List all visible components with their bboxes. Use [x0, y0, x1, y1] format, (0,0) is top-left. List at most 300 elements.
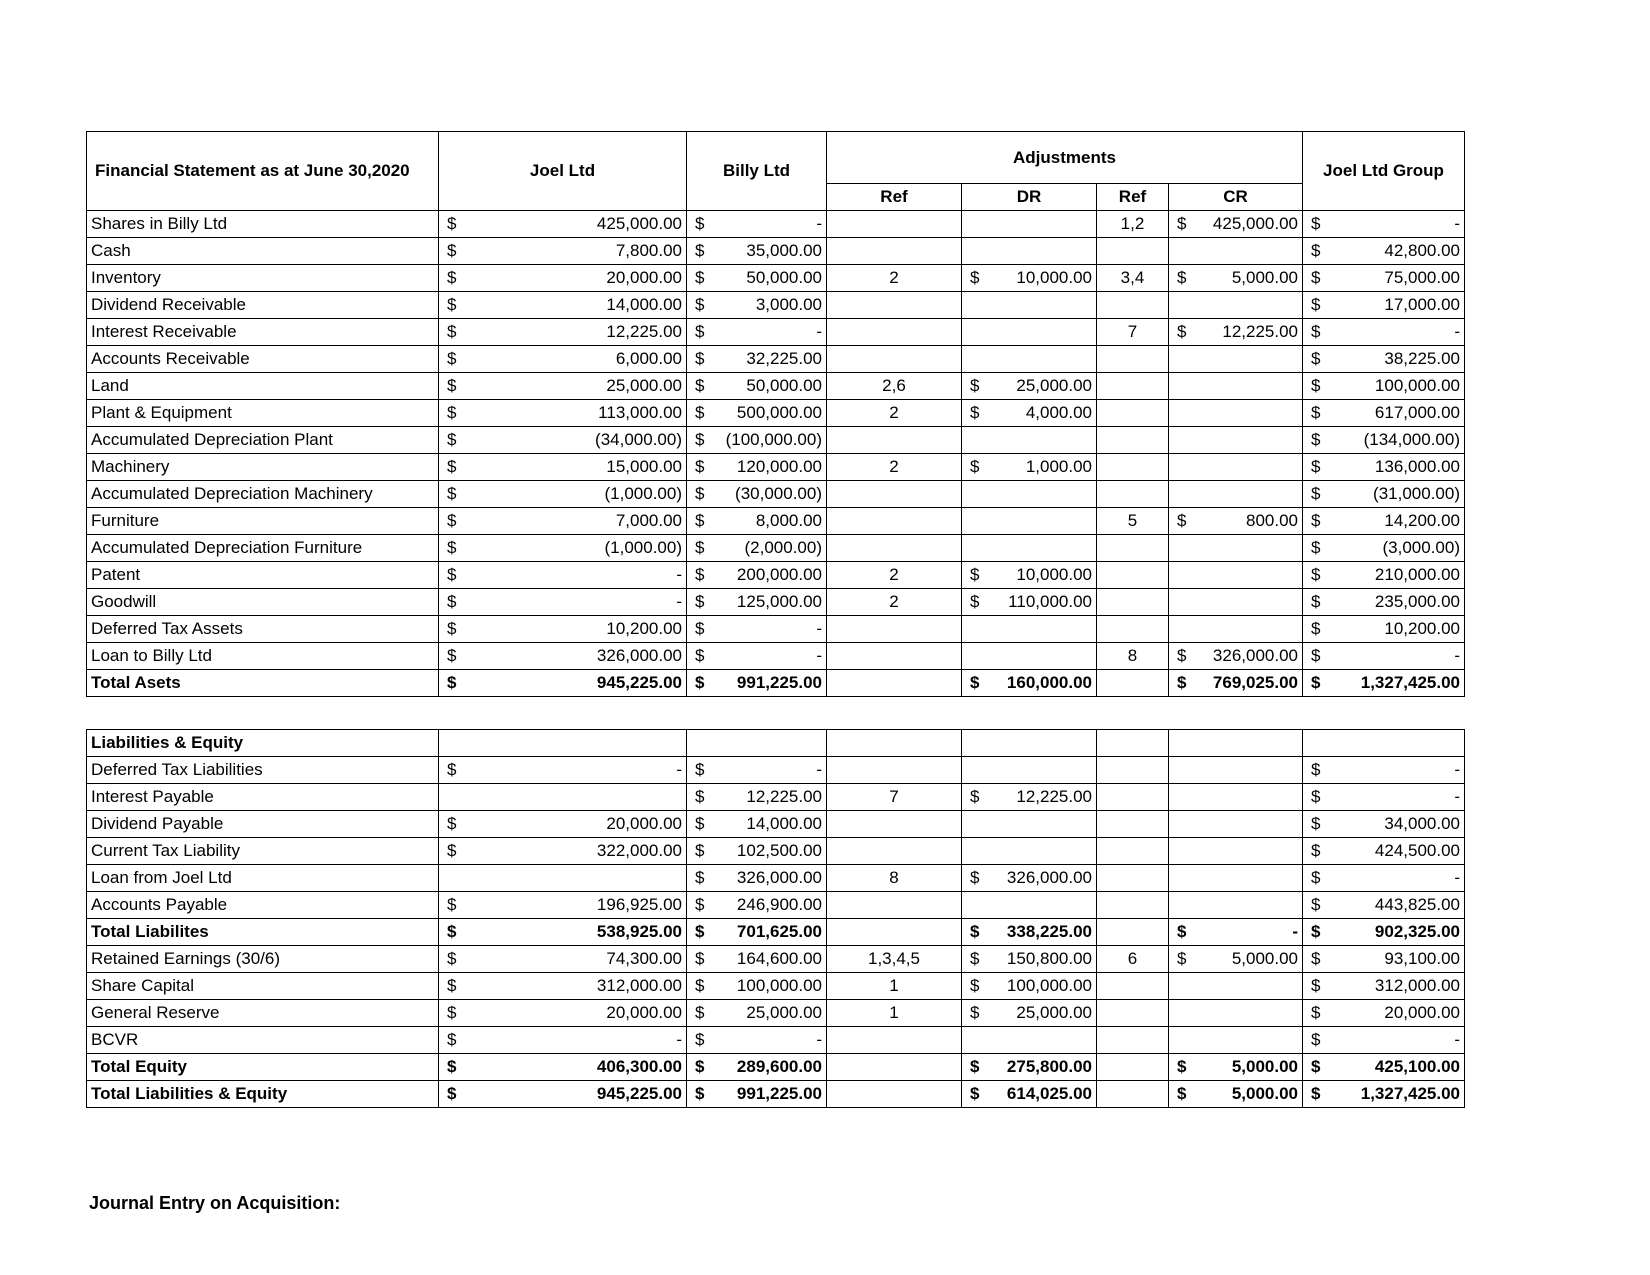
table-row [87, 1054, 1465, 1081]
group-amount [1303, 946, 1465, 973]
amount-value: 3,000.00 [755, 295, 822, 314]
billy-amount [687, 535, 827, 562]
amount-value: 93,100.00 [1384, 949, 1460, 968]
group-amount [1303, 1054, 1465, 1081]
cr-amount [1169, 1000, 1303, 1027]
amount-value: (34,000.00) [595, 430, 682, 449]
dr-amount [962, 589, 1097, 616]
billy-amount [687, 562, 827, 589]
table-row [87, 757, 1465, 784]
billy-amount [687, 1000, 827, 1027]
amount-value: - [816, 214, 822, 233]
col-header-ref-cr: Ref [1097, 184, 1169, 211]
joel-amount [439, 265, 687, 292]
amount-value: - [816, 1030, 822, 1049]
group-amount [1303, 757, 1465, 784]
dr-ref: 2 [827, 400, 962, 427]
group-amount [1303, 892, 1465, 919]
currency-symbol: $ [695, 511, 705, 530]
row-label: Cash [87, 238, 439, 265]
dr-amount [962, 973, 1097, 1000]
cr-amount [1169, 427, 1303, 454]
billy-amount [687, 319, 827, 346]
billy-amount [687, 892, 827, 919]
billy-amount [687, 865, 827, 892]
billy-amount [687, 1027, 827, 1054]
amount-value: 14,000.00 [746, 814, 822, 833]
cr-amount [1169, 784, 1303, 811]
currency-symbol: $ [447, 1003, 457, 1022]
amount-value: 50,000.00 [746, 268, 822, 287]
joel-amount [439, 292, 687, 319]
table-row [87, 589, 1465, 616]
amount-value: 991,225.00 [736, 673, 822, 692]
cr-ref [1097, 670, 1169, 697]
currency-symbol: $ [1311, 1057, 1321, 1076]
currency-symbol: $ [1311, 457, 1321, 476]
joel-amount [439, 1027, 687, 1054]
amount-value: 614,025.00 [1006, 1084, 1092, 1103]
cr-amount [1169, 562, 1303, 589]
cr-ref [1097, 427, 1169, 454]
dr-amount [962, 946, 1097, 973]
cr-amount [1169, 946, 1303, 973]
currency-symbol: $ [695, 1057, 705, 1076]
joel-amount [439, 346, 687, 373]
cr-amount [1169, 400, 1303, 427]
group-amount [1303, 589, 1465, 616]
currency-symbol: $ [970, 976, 980, 995]
dr-ref [827, 670, 962, 697]
amount-value: (2,000.00) [744, 538, 822, 557]
joel-amount [439, 1000, 687, 1027]
table-row [87, 373, 1465, 400]
group-amount [1303, 811, 1465, 838]
dr-ref [827, 319, 962, 346]
table-row [87, 1000, 1465, 1027]
currency-symbol: $ [447, 673, 457, 692]
row-label: Shares in Billy Ltd [87, 211, 439, 238]
currency-symbol: $ [1311, 673, 1321, 692]
cr-amount [1169, 757, 1303, 784]
group-amount [1303, 784, 1465, 811]
billy-amount [687, 211, 827, 238]
billy-amount [687, 589, 827, 616]
currency-symbol: $ [695, 619, 705, 638]
currency-symbol: $ [970, 949, 980, 968]
table-row [87, 319, 1465, 346]
cr-ref [1097, 1027, 1169, 1054]
dr-amount [962, 1081, 1097, 1108]
amount-value: 617,000.00 [1374, 403, 1460, 422]
currency-symbol: $ [970, 1084, 980, 1103]
currency-symbol: $ [1311, 646, 1321, 665]
cr-amount [1169, 919, 1303, 946]
cr-ref [1097, 616, 1169, 643]
currency-symbol: $ [970, 1003, 980, 1022]
row-label: Total Equity [87, 1054, 439, 1081]
currency-symbol: $ [1177, 268, 1187, 287]
currency-symbol: $ [695, 895, 705, 914]
currency-symbol: $ [695, 430, 705, 449]
dr-ref: 2,6 [827, 373, 962, 400]
col-header-group: Joel Ltd Group [1303, 132, 1465, 211]
currency-symbol: $ [695, 673, 705, 692]
row-label: Machinery [87, 454, 439, 481]
cr-amount [1169, 211, 1303, 238]
amount-value: 10,000.00 [1016, 268, 1092, 287]
amount-value: 32,225.00 [746, 349, 822, 368]
dr-amount [962, 319, 1097, 346]
group-amount [1303, 973, 1465, 1000]
amount-value: - [1292, 922, 1298, 941]
dr-ref [827, 481, 962, 508]
currency-symbol: $ [1311, 430, 1321, 449]
group-amount [1303, 238, 1465, 265]
amount-value: - [676, 565, 682, 584]
currency-symbol: $ [447, 922, 457, 941]
cr-ref [1097, 838, 1169, 865]
row-label: Total Asets [87, 670, 439, 697]
billy-amount [687, 292, 827, 319]
amount-value: 20,000.00 [606, 1003, 682, 1022]
amount-value: - [1454, 868, 1460, 887]
cr-amount [1169, 508, 1303, 535]
amount-value: 74,300.00 [606, 949, 682, 968]
amount-value: 945,225.00 [596, 673, 682, 692]
amount-value: 10,000.00 [1016, 565, 1092, 584]
row-label: Retained Earnings (30/6) [87, 946, 439, 973]
currency-symbol: $ [447, 976, 457, 995]
amount-value: 164,600.00 [736, 949, 822, 968]
currency-symbol: $ [695, 976, 705, 995]
cr-amount [1169, 811, 1303, 838]
cr-amount [1169, 292, 1303, 319]
joel-amount [439, 454, 687, 481]
amount-value: 25,000.00 [1016, 376, 1092, 395]
currency-symbol: $ [695, 214, 705, 233]
amount-value: - [676, 1030, 682, 1049]
amount-value: (30,000.00) [735, 484, 822, 503]
currency-symbol: $ [970, 565, 980, 584]
amount-value: 125,000.00 [736, 592, 822, 611]
amount-value: - [676, 760, 682, 779]
row-label: Accumulated Depreciation Furniture [87, 535, 439, 562]
billy-amount [687, 400, 827, 427]
dr-amount [962, 670, 1097, 697]
currency-symbol: $ [695, 814, 705, 833]
currency-symbol: $ [695, 376, 705, 395]
amount-value: 210,000.00 [1374, 565, 1460, 584]
currency-symbol: $ [970, 922, 980, 941]
billy-amount [687, 643, 827, 670]
dr-ref: 1,3,4,5 [827, 946, 962, 973]
group-amount [1303, 508, 1465, 535]
currency-symbol: $ [447, 322, 457, 341]
currency-symbol: $ [447, 511, 457, 530]
currency-symbol: $ [1311, 949, 1321, 968]
joel-amount [439, 946, 687, 973]
cr-ref [1097, 373, 1169, 400]
amount-value: (3,000.00) [1382, 538, 1460, 557]
amount-value: 338,225.00 [1006, 922, 1092, 941]
currency-symbol: $ [695, 403, 705, 422]
row-label: Dividend Receivable [87, 292, 439, 319]
table-row [87, 616, 1465, 643]
cr-ref [1097, 919, 1169, 946]
amount-value: - [1454, 760, 1460, 779]
amount-value: - [1454, 322, 1460, 341]
row-label: Current Tax Liability [87, 838, 439, 865]
group-amount [1303, 919, 1465, 946]
cr-ref [1097, 589, 1169, 616]
row-label: Interest Receivable [87, 319, 439, 346]
amount-value: 15,000.00 [606, 457, 682, 476]
joel-amount [439, 757, 687, 784]
dr-ref [827, 616, 962, 643]
amount-value: 991,225.00 [736, 1084, 822, 1103]
row-label: BCVR [87, 1027, 439, 1054]
table-row [87, 670, 1465, 697]
assets-table [86, 131, 1465, 697]
currency-symbol: $ [970, 457, 980, 476]
currency-symbol: $ [447, 1030, 457, 1049]
joel-amount [439, 811, 687, 838]
currency-symbol: $ [1311, 403, 1321, 422]
dr-ref [827, 919, 962, 946]
dr-amount [962, 643, 1097, 670]
billy-amount [687, 346, 827, 373]
currency-symbol: $ [447, 841, 457, 860]
cr-ref: 5 [1097, 508, 1169, 535]
row-label: Accumulated Depreciation Machinery [87, 481, 439, 508]
joel-amount [439, 400, 687, 427]
dr-amount [962, 508, 1097, 535]
cr-ref [1097, 973, 1169, 1000]
joel-amount [439, 865, 687, 892]
amount-value: 25,000.00 [1016, 1003, 1092, 1022]
cr-amount [1169, 265, 1303, 292]
amount-value: 25,000.00 [746, 1003, 822, 1022]
joel-amount [439, 373, 687, 400]
currency-symbol: $ [447, 646, 457, 665]
cr-ref [1097, 1000, 1169, 1027]
amount-value: (1,000.00) [604, 484, 682, 503]
amount-value: 12,225.00 [1016, 787, 1092, 806]
currency-symbol: $ [447, 814, 457, 833]
amount-value: 312,000.00 [1374, 976, 1460, 995]
table-row [87, 400, 1465, 427]
cr-ref: 6 [1097, 946, 1169, 973]
currency-symbol: $ [695, 268, 705, 287]
cr-amount [1169, 892, 1303, 919]
currency-symbol: $ [695, 646, 705, 665]
currency-symbol: $ [1311, 538, 1321, 557]
currency-symbol: $ [1311, 592, 1321, 611]
dr-ref [827, 1027, 962, 1054]
currency-symbol: $ [447, 457, 457, 476]
group-amount [1303, 838, 1465, 865]
joel-amount [439, 589, 687, 616]
liabilities-table [86, 729, 1465, 1108]
currency-symbol: $ [970, 268, 980, 287]
dr-amount [962, 238, 1097, 265]
table-row [87, 562, 1465, 589]
row-label: Accumulated Depreciation Plant [87, 427, 439, 454]
cr-ref [1097, 346, 1169, 373]
cr-amount [1169, 670, 1303, 697]
billy-amount [687, 784, 827, 811]
cr-ref: 7 [1097, 319, 1169, 346]
amount-value: 6,000.00 [615, 349, 682, 368]
dr-ref: 2 [827, 589, 962, 616]
dr-ref [827, 1081, 962, 1108]
currency-symbol: $ [1311, 814, 1321, 833]
joel-amount [439, 427, 687, 454]
currency-symbol: $ [695, 868, 705, 887]
amount-value: 1,000.00 [1025, 457, 1092, 476]
dr-amount [962, 865, 1097, 892]
amount-value: 235,000.00 [1374, 592, 1460, 611]
cr-ref [1097, 454, 1169, 481]
group-amount [1303, 670, 1465, 697]
table-row [87, 346, 1465, 373]
currency-symbol: $ [1311, 895, 1321, 914]
amount-value: 150,800.00 [1006, 949, 1092, 968]
amount-value: 136,000.00 [1374, 457, 1460, 476]
cr-amount [1169, 589, 1303, 616]
currency-symbol: $ [695, 1084, 705, 1103]
joel-amount [439, 562, 687, 589]
billy-amount [687, 265, 827, 292]
table-row [87, 973, 1465, 1000]
group-amount [1303, 454, 1465, 481]
billy-amount [687, 973, 827, 1000]
amount-value: 1,327,425.00 [1360, 1084, 1460, 1103]
currency-symbol: $ [447, 403, 457, 422]
amount-value: 326,000.00 [596, 646, 682, 665]
currency-symbol: $ [695, 565, 705, 584]
col-header-cr: CR [1169, 184, 1303, 211]
amount-value: 326,000.00 [1212, 646, 1298, 665]
currency-symbol: $ [1177, 922, 1187, 941]
billy-amount [687, 481, 827, 508]
currency-symbol: $ [447, 430, 457, 449]
joel-amount [439, 838, 687, 865]
amount-value: (31,000.00) [1373, 484, 1460, 503]
currency-symbol: $ [695, 922, 705, 941]
amount-value: 196,925.00 [596, 895, 682, 914]
joel-amount [439, 1054, 687, 1081]
amount-value: 14,000.00 [606, 295, 682, 314]
dr-ref: 1 [827, 1000, 962, 1027]
currency-symbol: $ [1311, 484, 1321, 503]
currency-symbol: $ [1177, 646, 1187, 665]
cr-amount [1169, 838, 1303, 865]
col-header-billy: Billy Ltd [687, 132, 827, 211]
cr-ref: 1,2 [1097, 211, 1169, 238]
amount-value: 289,600.00 [736, 1057, 822, 1076]
amount-value: 42,800.00 [1384, 241, 1460, 260]
dr-amount [962, 1000, 1097, 1027]
dr-amount [962, 427, 1097, 454]
amount-value: 406,300.00 [596, 1057, 682, 1076]
amount-value: - [676, 592, 682, 611]
joel-amount [439, 616, 687, 643]
currency-symbol: $ [1177, 1057, 1187, 1076]
amount-value: - [816, 760, 822, 779]
currency-symbol: $ [447, 268, 457, 287]
currency-symbol: $ [695, 760, 705, 779]
table-row [87, 838, 1465, 865]
cr-ref [1097, 865, 1169, 892]
group-amount [1303, 562, 1465, 589]
table-row [87, 892, 1465, 919]
cr-ref [1097, 1054, 1169, 1081]
table-row [87, 535, 1465, 562]
billy-amount [687, 1054, 827, 1081]
amount-value: 50,000.00 [746, 376, 822, 395]
amount-value: 701,625.00 [736, 922, 822, 941]
currency-symbol: $ [695, 841, 705, 860]
dr-amount [962, 1027, 1097, 1054]
row-label: Inventory [87, 265, 439, 292]
currency-symbol: $ [1311, 511, 1321, 530]
row-label: Land [87, 373, 439, 400]
currency-symbol: $ [695, 1003, 705, 1022]
currency-symbol: $ [447, 295, 457, 314]
dr-amount [962, 919, 1097, 946]
billy-amount [687, 919, 827, 946]
statement-title: Financial Statement as at June 30,2020 [87, 132, 439, 211]
dr-ref [827, 757, 962, 784]
col-header-dr: DR [962, 184, 1097, 211]
cr-ref [1097, 535, 1169, 562]
amount-value: 10,200.00 [1384, 619, 1460, 638]
dr-ref [827, 346, 962, 373]
dr-ref [827, 811, 962, 838]
currency-symbol: $ [447, 619, 457, 638]
currency-symbol: $ [447, 949, 457, 968]
currency-symbol: $ [695, 538, 705, 557]
amount-value: 246,900.00 [736, 895, 822, 914]
amount-value: - [1454, 787, 1460, 806]
dr-ref [827, 238, 962, 265]
dr-amount [962, 346, 1097, 373]
currency-symbol: $ [447, 484, 457, 503]
cr-ref [1097, 1081, 1169, 1108]
dr-amount [962, 892, 1097, 919]
group-amount [1303, 1027, 1465, 1054]
dr-amount [962, 400, 1097, 427]
joel-amount [439, 535, 687, 562]
table-row [87, 946, 1465, 973]
amount-value: 5,000.00 [1231, 268, 1298, 287]
cr-amount [1169, 643, 1303, 670]
group-amount [1303, 211, 1465, 238]
amount-value: 7,800.00 [615, 241, 682, 260]
amount-value: 75,000.00 [1384, 268, 1460, 287]
cr-ref [1097, 238, 1169, 265]
amount-value: - [1454, 214, 1460, 233]
table-row [87, 1027, 1465, 1054]
table-row [87, 427, 1465, 454]
joel-amount [439, 784, 687, 811]
currency-symbol: $ [970, 403, 980, 422]
dr-amount [962, 481, 1097, 508]
table-row [87, 919, 1465, 946]
currency-symbol: $ [695, 241, 705, 260]
